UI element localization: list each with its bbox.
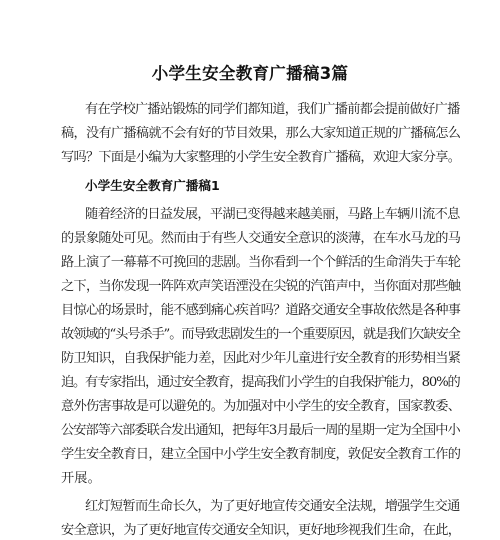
section-heading: 小学生安全教育广播稿1 bbox=[85, 178, 220, 193]
body-line: 的景象随处可见。然而由于有些人交通安全意识的淡薄，在车水马龙的马 bbox=[61, 231, 461, 246]
intro-line: 有在学校广播站锻炼的同学们都知道，我们广播前都会提前做好广播 bbox=[85, 102, 460, 117]
final-line: 红灯短暂而生命长久，为了更好地宣传交通安全法规，增强学生交通 bbox=[85, 499, 460, 514]
document-title: 小学生安全教育广播稿3篇 bbox=[151, 64, 349, 83]
intro-line: 写吗？下面是小编为大家整理的小学生安全教育广播稿，欢迎大家分享。 bbox=[61, 150, 461, 165]
body-line: 公安部等六部委联合发出通知，把每年3月最后一周的星期一定为全国中小 bbox=[61, 423, 460, 438]
body-line: 之下，当你发现一阵阵欢声笑语湮没在尖锐的汽笛声中，当你面对那些触 bbox=[61, 279, 461, 294]
intro-line: 稿，没有广播稿就不会有好的节目效果，那么大家知道正规的广播稿怎么 bbox=[61, 126, 461, 141]
body-line: 故领域的“头号杀手”。而导致悲剧发生的一个重要原因，就是我们欠缺安全 bbox=[61, 327, 460, 342]
final-line: 安全意识，为了更好地宣传交通安全知识，更好地珍视我们生命，在此， bbox=[61, 523, 461, 538]
body-line: 防卫知识，自我保护能力差，因此对少年儿童进行安全教育的形势相当紧 bbox=[61, 351, 461, 366]
body-line: 学生安全教育日，建立全国中小学生安全教育制度，敦促安全教育工作的 bbox=[61, 447, 461, 462]
body-line: 目惊心的场景时，能不感到痛心疾首吗？道路交通安全事故依然是各种事 bbox=[61, 303, 461, 318]
body-line: 意外伤害事故是可以避免的。为加强对中小学生的安全教育，国家教委、 bbox=[61, 399, 461, 414]
body-line: 开展。 bbox=[61, 471, 101, 486]
body-line: 随着经济的日益发展，平湖已变得越来越美丽，马路上车辆川流不息 bbox=[85, 207, 460, 222]
body-line: 路上演了一幕幕不可挽回的悲剧。当你看到一个个鲜活的生命消失于车轮 bbox=[61, 255, 461, 270]
body-line: 迫。有专家指出，通过安全教育，提高我们小学生的自我保护能力，80%的 bbox=[61, 375, 460, 390]
